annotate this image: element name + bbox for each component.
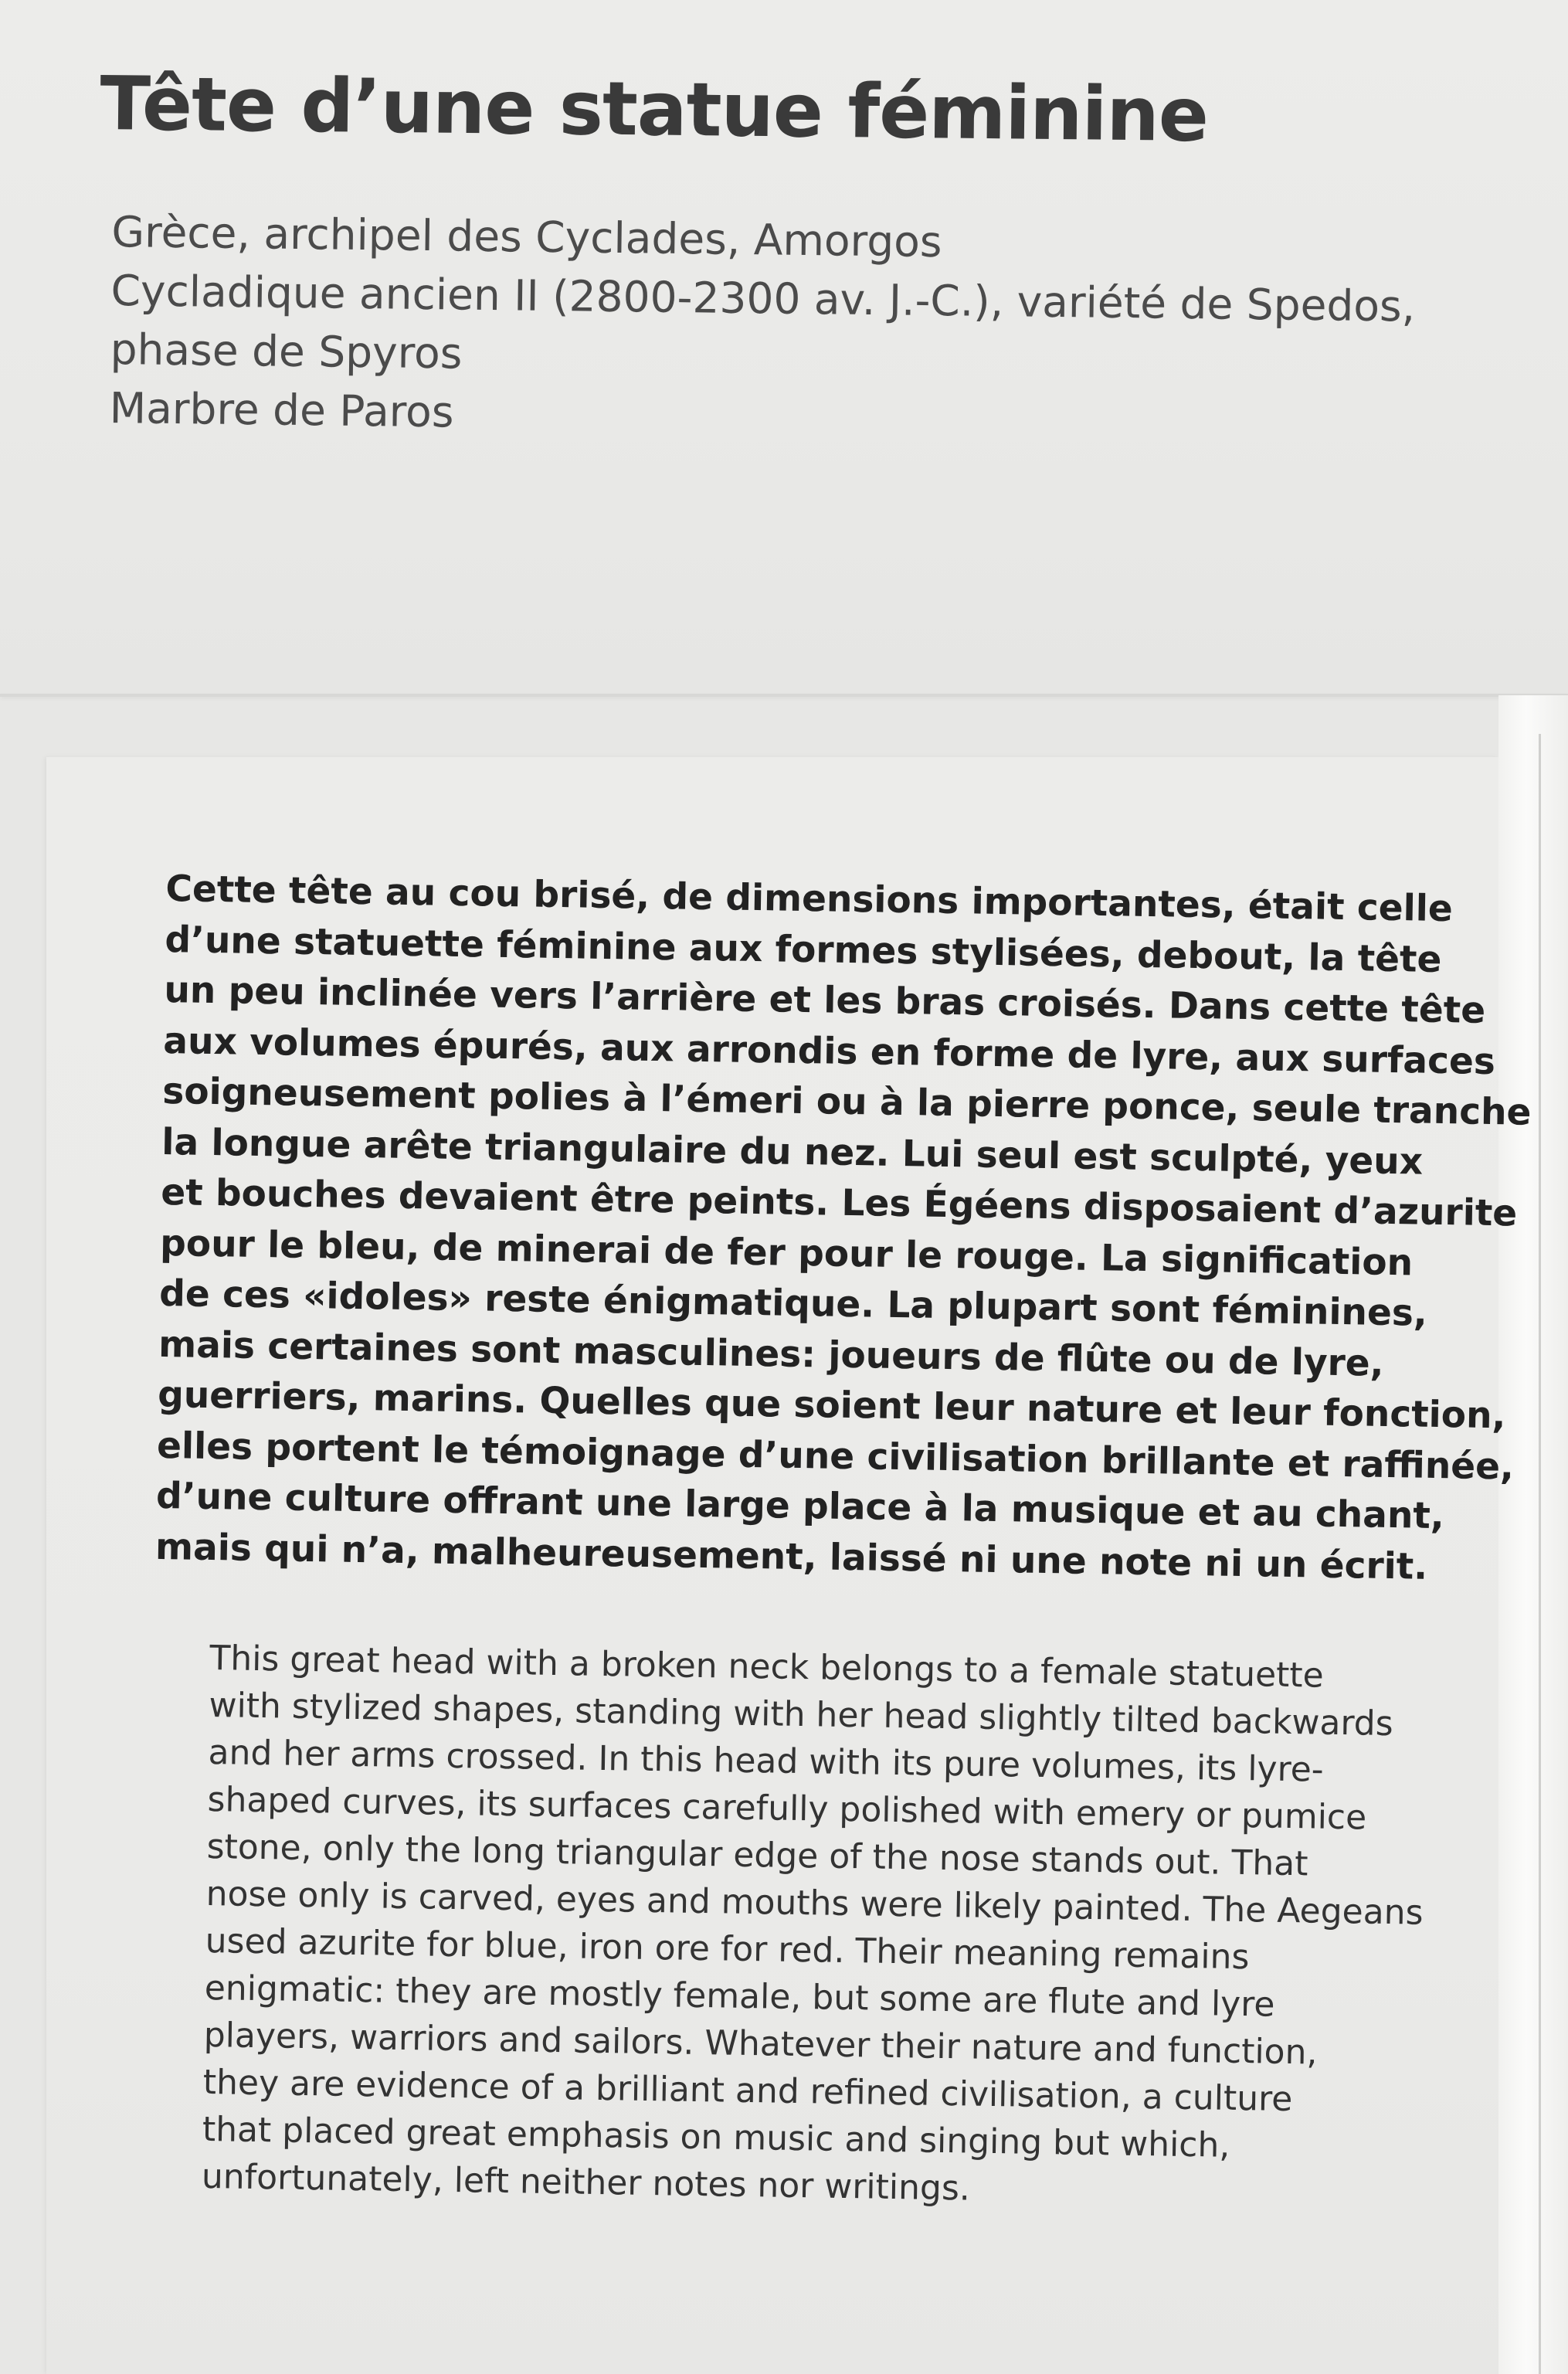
english-line: nose only is carved, eyes and mouths were likely painted. The Aegeans	[205, 1873, 1424, 1933]
english-line: This great head with a broken neck belongs to a female statuette	[209, 1638, 1325, 1696]
panel-seam	[0, 694, 1568, 697]
english-line: they are evidence of a brilliant and refined civilisation, a culture	[202, 2062, 1293, 2120]
french-line: elles portent le témoignage d’une civilisation brillante et raffinée,	[156, 1424, 1515, 1489]
english-line: used azurite for blue, iron ore for red. Their meaning remains	[205, 1921, 1250, 1978]
english-description	[202, 1635, 1485, 2220]
french-line: Cette tête au cou brisé, de dimensions importantes, était celle	[165, 867, 1454, 931]
english-line: with stylized shapes, standing with her head slightly tilted backwards	[209, 1685, 1394, 1744]
wall-edge-line	[1539, 734, 1541, 2374]
english-line: shaped curves, its surfaces carefully polished with emery or pumice	[207, 1779, 1367, 1838]
french-line: guerriers, marins. Quelles que soient leur nature et leur fonction,	[157, 1373, 1506, 1438]
french-line: la longue arête triangulaire du nez. Lui seul est sculpté, yeux	[161, 1120, 1424, 1184]
french-line: de ces «idoles» reste énigmatique. La plupart sont féminines,	[158, 1272, 1428, 1335]
french-line: et bouches devaient être peints. Les Égéens disposaient d’azurite	[160, 1170, 1518, 1235]
english-line: players, warriors and sailors. Whatever their nature and function,	[203, 2015, 1318, 2073]
french-description	[154, 864, 1532, 1594]
metadata-provenance: Grèce, archipel des Cyclades, Amorgos	[111, 206, 942, 267]
french-line: d’une culture offrant une large place à la musique et au chant,	[155, 1474, 1445, 1538]
english-line: stone, only the long triangular edge of the nose stands out. That	[206, 1826, 1308, 1884]
french-line: aux volumes épurés, aux arrondis en forme de lyre, aux surfaces	[162, 1019, 1496, 1083]
english-line: unfortunately, left neither notes nor writings.	[201, 2156, 971, 2209]
metadata-phase: phase de Spyros	[110, 324, 463, 379]
french-line: mais certaines sont masculines: joueurs de flûte ou de lyre,	[158, 1323, 1384, 1385]
french-line: un peu inclinée vers l’arrière et les bras croisés. Dans cette tête	[163, 968, 1486, 1032]
french-line: pour le bleu, de minerai de fer pour le rouge. La signification	[159, 1221, 1414, 1284]
metadata-material: Marbre de Paros	[109, 382, 454, 437]
french-line: mais qui n’a, malheureusement, laissé ni une note ni un écrit.	[154, 1525, 1428, 1588]
english-line: enigmatic: they are mostly female, but some are flute and lyre	[204, 1968, 1275, 2025]
label-title: Tête d’une statue féminine	[99, 60, 1209, 159]
english-line: that placed great emphasis on music and singing but which,	[202, 2109, 1230, 2165]
french-line: soigneusement polies à l’émeri ou à la pierre ponce, seule tranche	[161, 1069, 1532, 1134]
metadata-period: Cycladique ancien II (2800-2300 av. J.-C.), variété de Spedos,	[110, 265, 1416, 331]
french-line: d’une statuette féminine aux formes stylisées, debout, la tête	[165, 918, 1442, 981]
english-line: and her arms crossed. In this head with its pure volumes, its lyre-	[208, 1732, 1325, 1790]
label-metadata	[109, 202, 1416, 453]
